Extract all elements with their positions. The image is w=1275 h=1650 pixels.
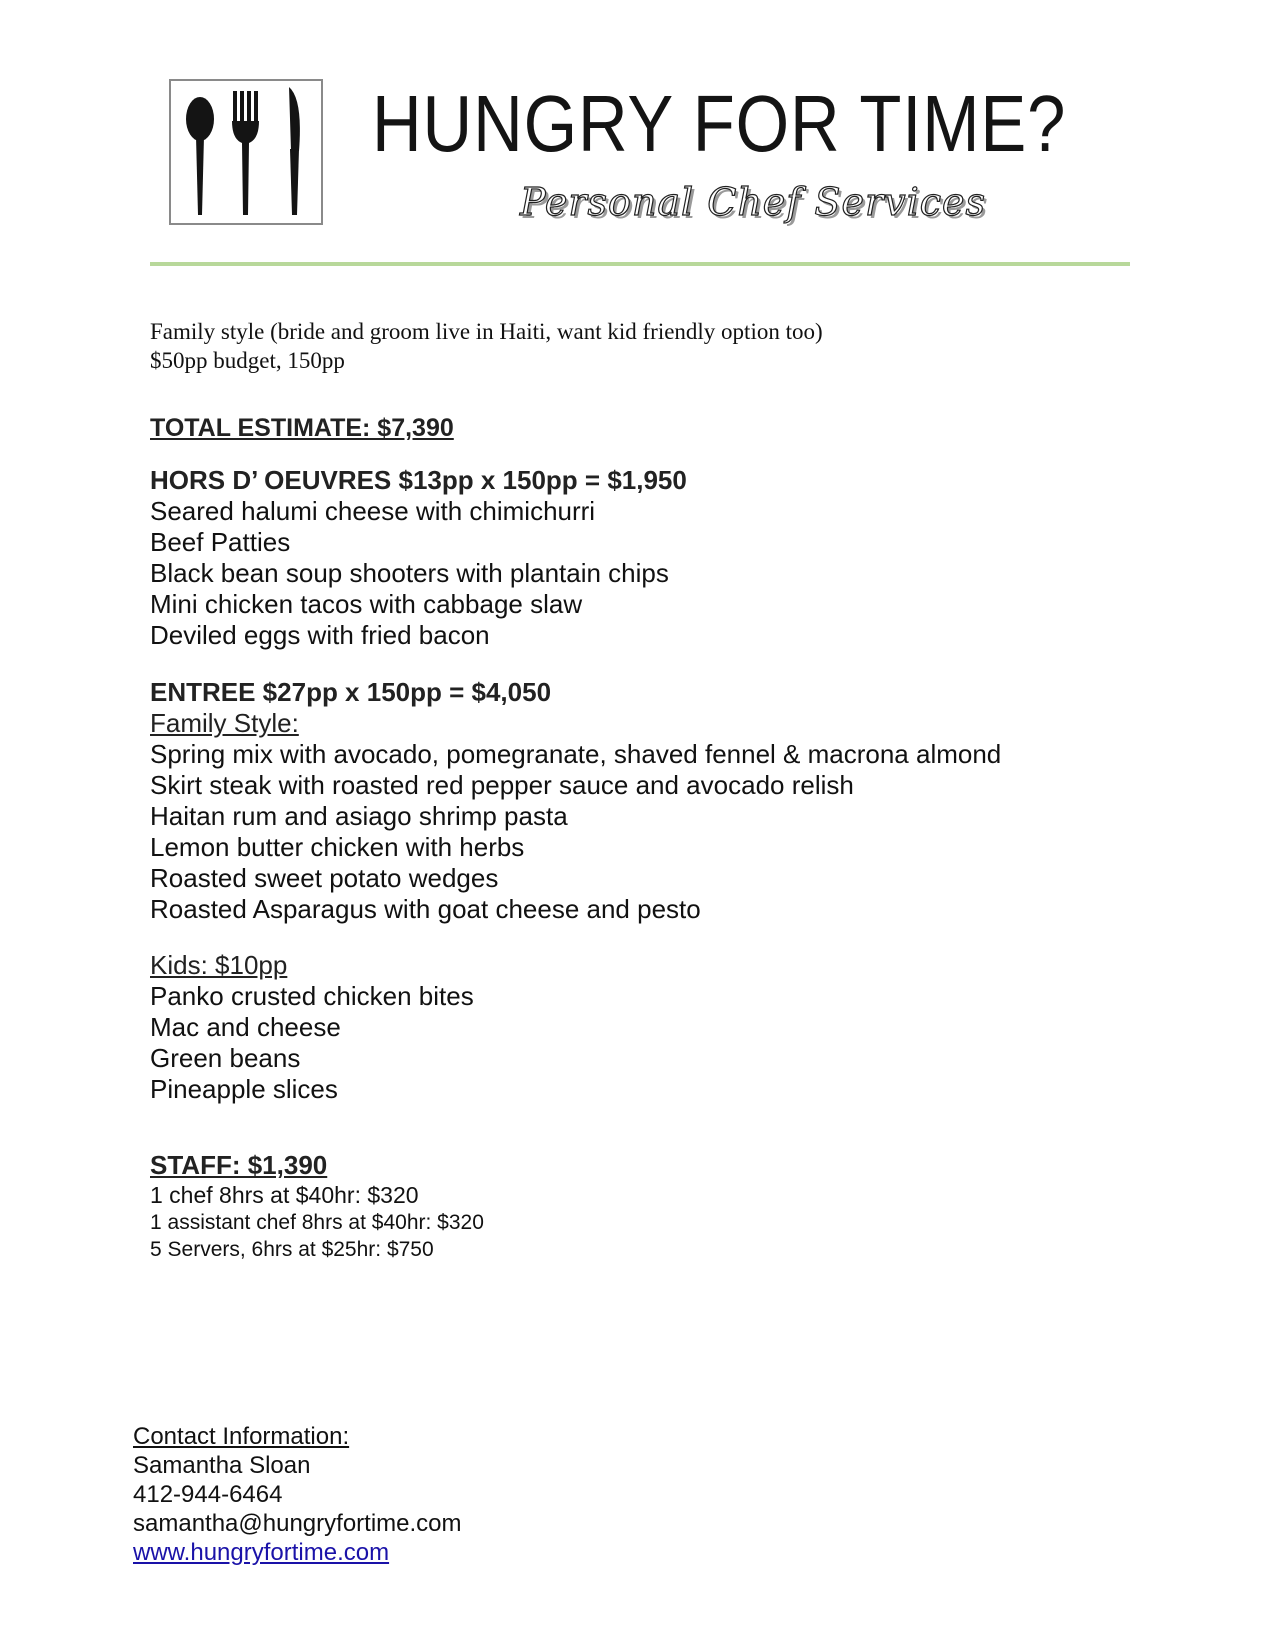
list-item: 5 Servers, 6hrs at $25hr: $750 — [150, 1238, 434, 1261]
entree-list — [150, 739, 1001, 925]
kids-section — [150, 950, 474, 1105]
list-item: Skirt steak with roasted red pepper sauce and avocado relish — [150, 770, 854, 800]
intro-line-1: Family style (bride and groom live in Haiti, want kid friendly option too) — [150, 319, 823, 344]
knife-icon — [289, 87, 300, 215]
list-item: 1 chef 8hrs at $40hr: $320 — [150, 1182, 419, 1208]
cutlery-logo — [171, 81, 321, 223]
contact-heading: Contact Information: — [133, 1423, 350, 1450]
spoon-icon — [186, 97, 214, 215]
fork-icon — [232, 91, 259, 215]
entree-heading: ENTREE $27pp x 150pp = $4,050 — [150, 677, 552, 707]
list-item: Seared halumi cheese with chimichurri — [150, 496, 596, 526]
intro-line-2: $50pp budget, 150pp — [150, 348, 345, 373]
entree-section — [150, 677, 1001, 925]
list-item: Mac and cheese — [150, 1012, 341, 1042]
list-item: Roasted Asparagus with goat cheese and pesto — [150, 894, 701, 924]
list-item: Haitan rum and asiago shrimp pasta — [150, 801, 568, 831]
brand-title: HUNGRY FOR TIME? — [372, 79, 1067, 168]
list-item: Spring mix with avocado, pomegranate, shaved fennel & macrona almond — [150, 739, 1002, 769]
hors-doeuvres-section — [150, 465, 687, 651]
list-item: Beef Patties — [150, 527, 291, 557]
kids-heading: Kids: $10pp — [150, 950, 288, 980]
kids-list — [150, 981, 474, 1105]
list-item: 1 assistant chef 8hrs at $40hr: $320 — [150, 1211, 484, 1234]
logo — [169, 79, 323, 225]
contact-name: Samantha Sloan — [133, 1452, 311, 1479]
total-estimate: TOTAL ESTIMATE: $7,390 — [150, 414, 454, 442]
contact-phone: 412-944-6464 — [133, 1481, 283, 1508]
list-item: Green beans — [150, 1043, 301, 1073]
entree-subheading: Family Style: — [150, 708, 299, 738]
hors-doeuvres-list — [150, 496, 687, 651]
list-item: Pineapple slices — [150, 1074, 338, 1104]
contact-email: samantha@hungryfortime.com — [133, 1510, 462, 1537]
list-item: Roasted sweet potato wedges — [150, 863, 499, 893]
list-item: Black bean soup shooters with plantain chips — [150, 558, 669, 588]
header-divider — [150, 262, 1130, 266]
contact-block — [133, 1422, 462, 1567]
list-item: Panko crusted chicken bites — [150, 981, 474, 1011]
brand-subtitle: Personal Chef Services — [520, 180, 987, 224]
list-item: Lemon butter chicken with herbs — [150, 832, 525, 862]
website-link[interactable]: www.hungryfortime.com — [133, 1539, 390, 1566]
staff-section — [150, 1150, 484, 1263]
list-item: Deviled eggs with fried bacon — [150, 620, 490, 650]
list-item: Mini chicken tacos with cabbage slaw — [150, 589, 583, 619]
staff-list — [150, 1181, 484, 1263]
staff-heading: STAFF: $1,390 — [150, 1150, 328, 1180]
hors-doeuvres-heading: HORS D’ OEUVRES $13pp x 150pp = $1,950 — [150, 465, 687, 495]
